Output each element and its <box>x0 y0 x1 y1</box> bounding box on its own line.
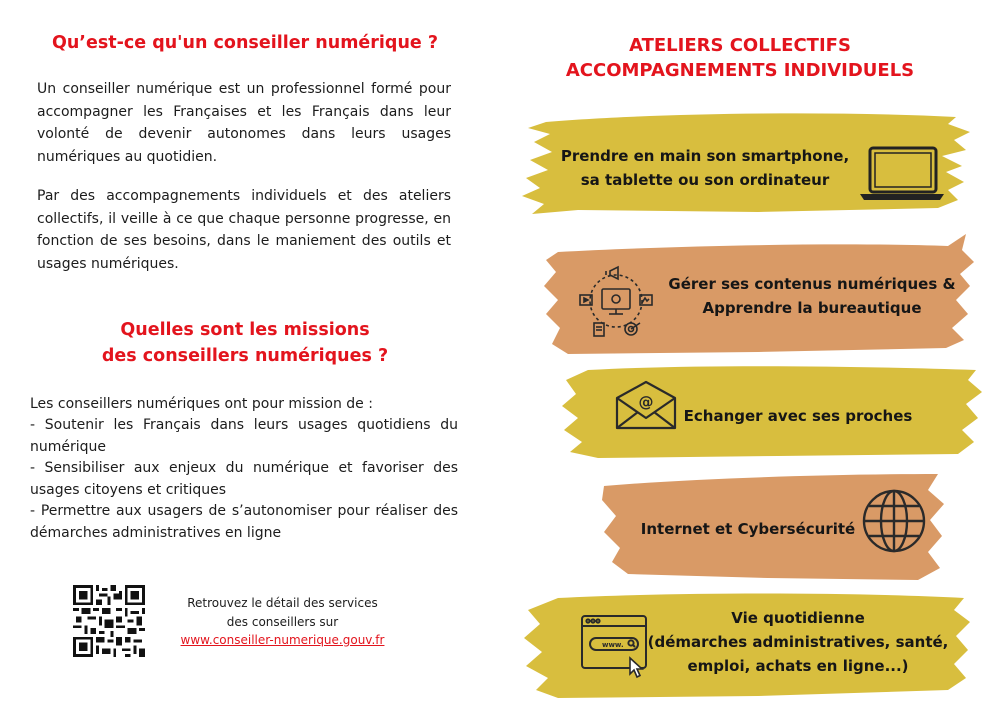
workshops-title <box>545 33 935 83</box>
missions-title-line-2: des conseillers numériques ? <box>101 346 389 366</box>
card-internet[interactable] <box>640 517 856 541</box>
laptop-icon <box>858 144 946 202</box>
workshops-title-line-1: ATELIERS COLLECTIFS <box>629 35 851 56</box>
card-content-line-1: Gérer ses contenus numériques & <box>668 275 956 293</box>
footer <box>160 594 405 650</box>
mission-item: - Sensibiliser aux enjeux du numérique et favoriser des usages citoyens et critiques <box>30 460 458 498</box>
card-exchange-line-1: Echanger avec ses proches <box>683 407 913 425</box>
card-smartphone-line-1: Prendre en main son smartphone, <box>560 147 850 165</box>
card-daily-life-line-1: Vie quotidienne <box>731 609 865 627</box>
digital-content-icon <box>576 265 656 341</box>
mission-item: - Soutenir les Français dans leurs usages quotidiens du numérique <box>30 417 458 455</box>
intro-paragraph-2: Par des accompagnements individuels et des ateliers collectifs, il veille à ce que chaque personne progresse, en fonction de ses besoins, dans le maniement des outils et usages numériques. <box>37 188 451 272</box>
workshops-title-line-2: ACCOMPAGNEMENTS INDIVIDUELS <box>565 60 915 81</box>
card-daily-life-line-2: (démarches administratives, santé, <box>647 633 949 651</box>
svg-text:@: @ <box>638 393 654 411</box>
footer-line-2: des conseillers sur <box>226 614 339 629</box>
footer-line-1: Retrouvez le détail des services <box>187 596 378 610</box>
mission-item: - Permettre aux usagers de s’autonomiser pour réaliser des démarches administratives en ligne <box>30 503 458 541</box>
card-daily-life-line-3: emploi, achats en ligne...) <box>687 657 909 675</box>
card-smartphone-line-2: sa tablette ou son ordinateur <box>580 171 830 189</box>
card-exchange[interactable] <box>676 404 920 428</box>
missions-title-line-1: Quelles sont les missions <box>120 320 370 340</box>
svg-text:www.: www. <box>602 641 624 649</box>
card-content[interactable] <box>662 272 962 320</box>
card-daily-life[interactable] <box>640 606 956 678</box>
missions-intro: Les conseillers numériques ont pour mission de : <box>30 396 373 412</box>
qr-code[interactable] <box>73 585 145 657</box>
email-icon <box>614 380 678 432</box>
globe-icon <box>860 487 928 555</box>
missions-list <box>30 415 458 544</box>
card-content-line-2: Apprendre la bureautique <box>702 299 922 317</box>
missions-title <box>60 317 430 369</box>
intro-title: Qu’est-ce qu'un conseiller numérique ? <box>51 33 439 53</box>
card-smartphone[interactable] <box>540 144 870 192</box>
website-link[interactable]: www.conseiller-numerique.gouv.fr <box>180 633 385 647</box>
intro-paragraph-1: Un conseiller numérique est un professionnel formé pour accompagner les Françaises et les Français dans leur volonté de devenir autonomes dans leurs usages numériques au quotidien. <box>37 81 451 165</box>
browser-icon <box>580 612 652 680</box>
card-internet-line-1: Internet et Cybersécurité <box>640 520 856 538</box>
